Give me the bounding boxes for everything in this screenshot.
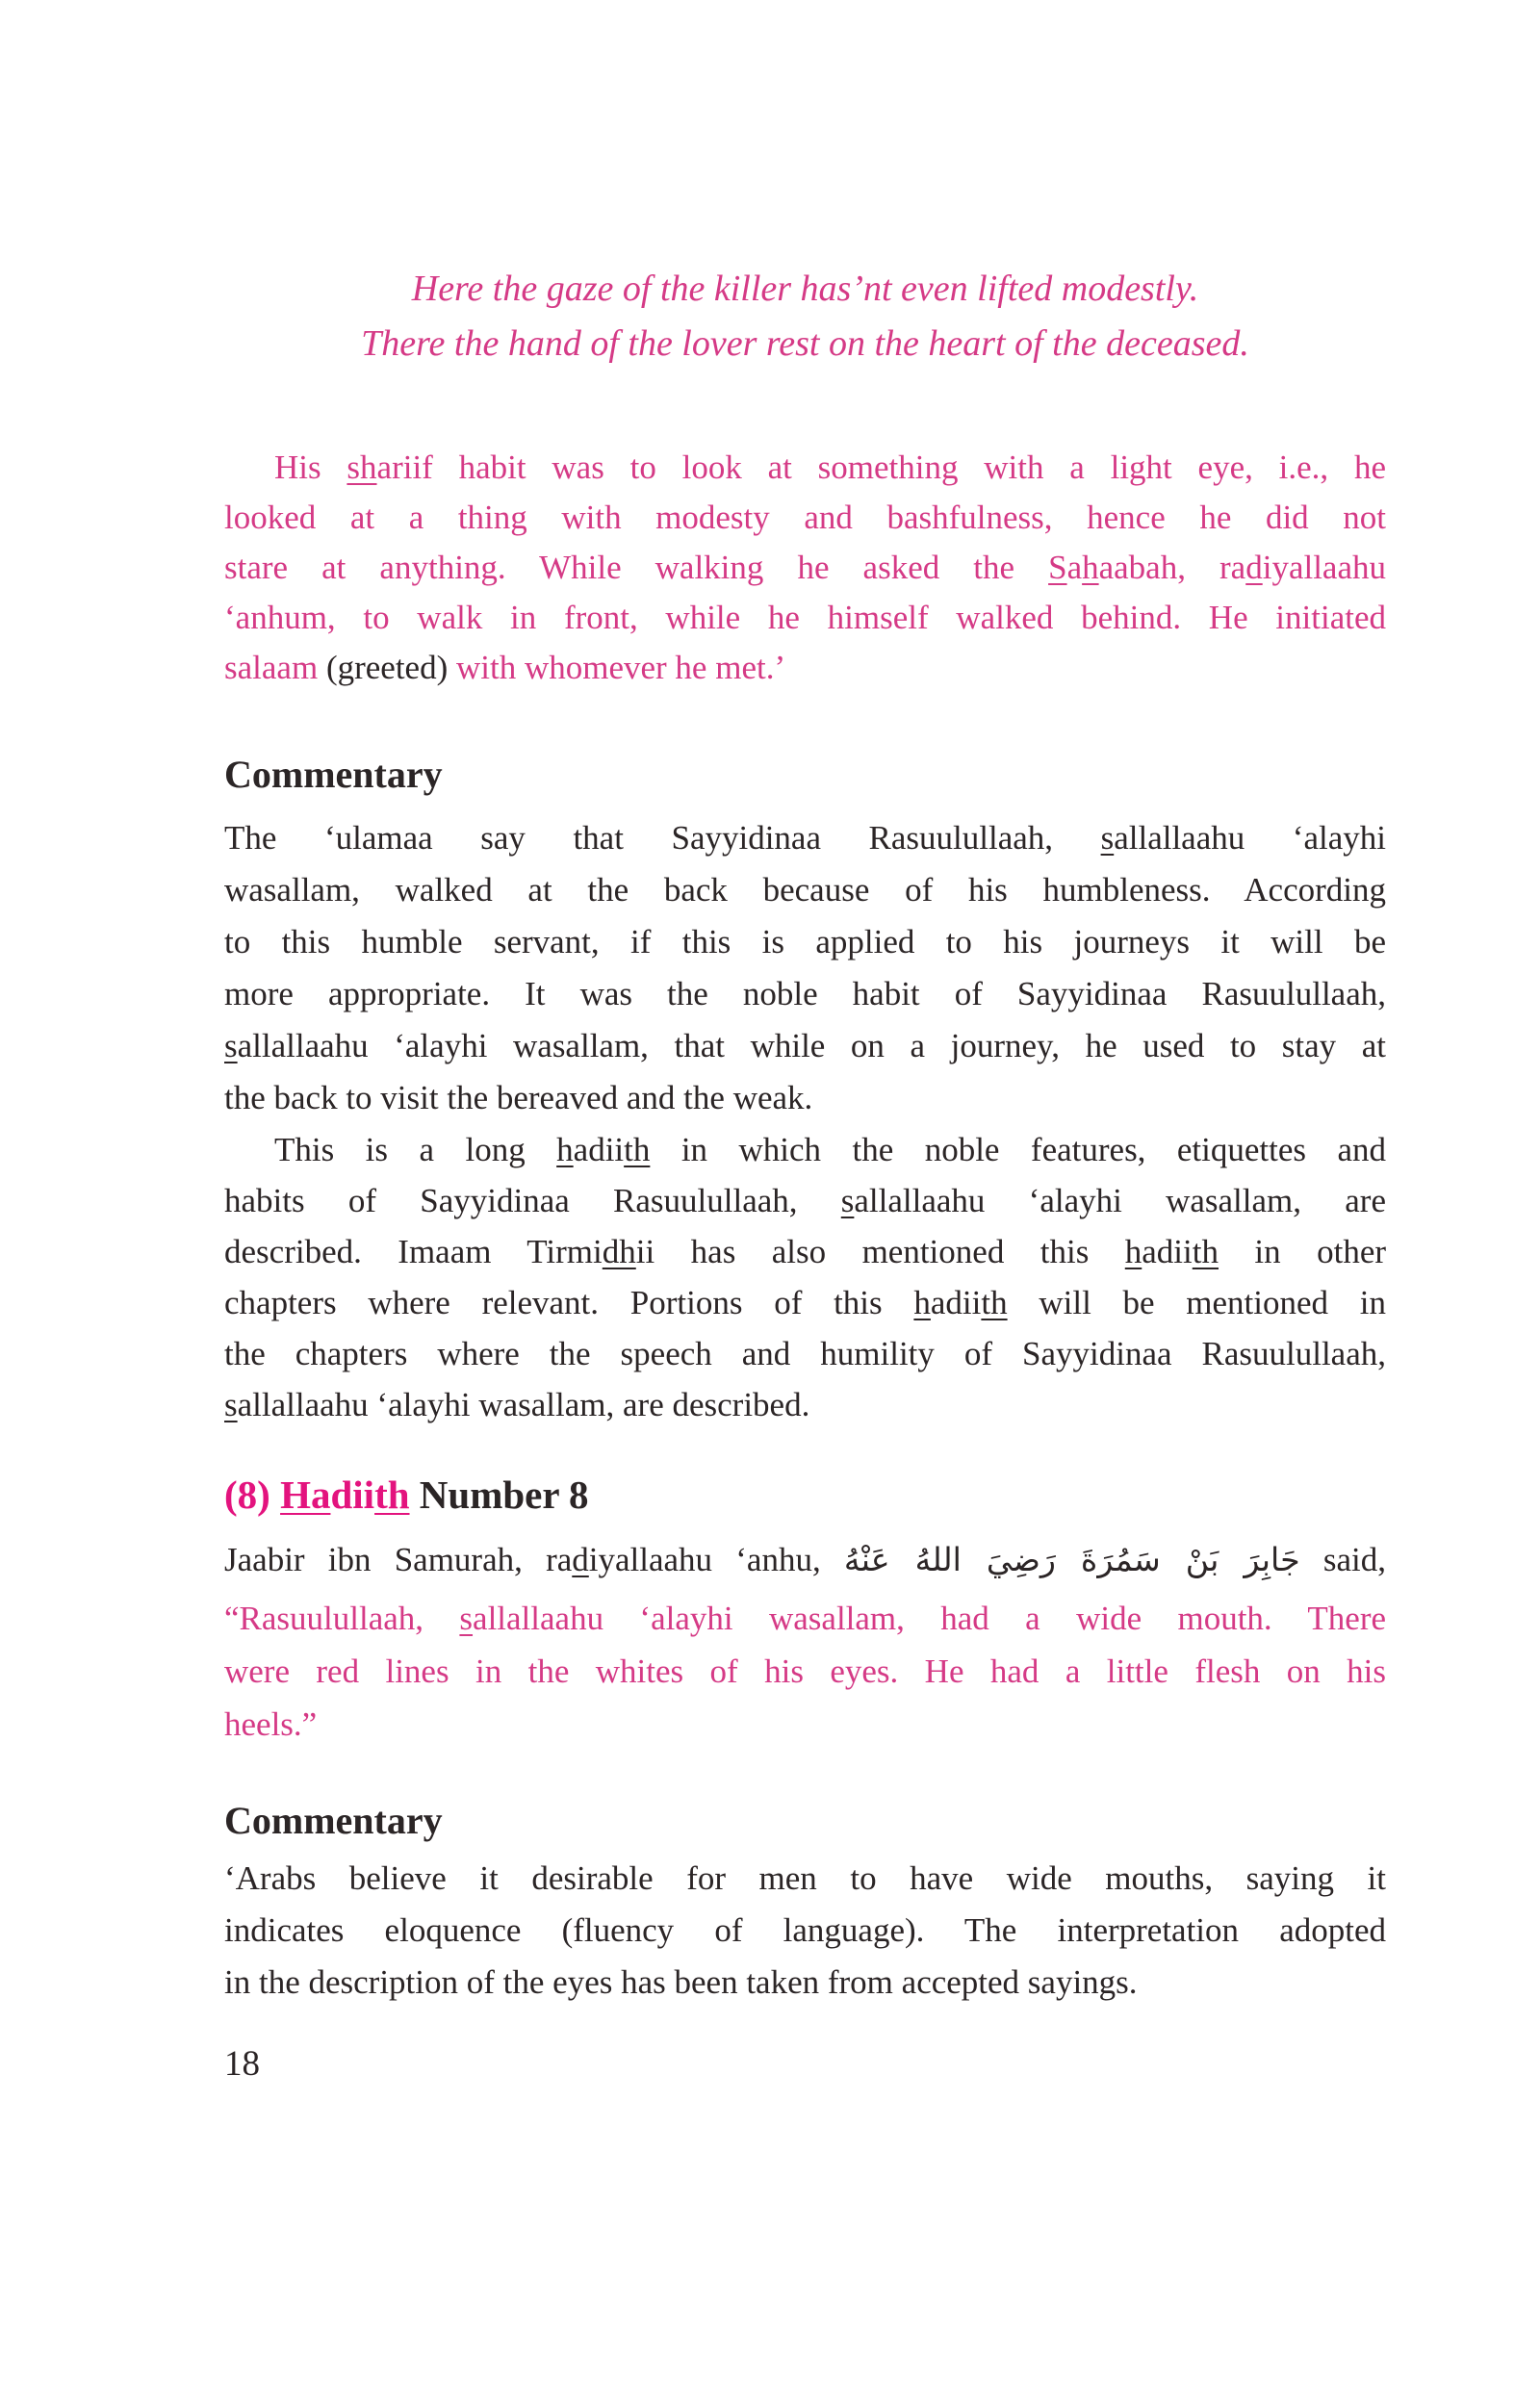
text-segment: h <box>1124 1233 1142 1270</box>
text-segment: ii has also mentioned this <box>635 1233 1125 1270</box>
text-segment: th <box>624 1131 651 1168</box>
hadith-7-quote-paragraph <box>224 443 1386 693</box>
couplet <box>224 262 1386 371</box>
text-segment: a <box>1066 549 1083 586</box>
text-line <box>224 1957 1386 2009</box>
text-line <box>224 1175 1386 1226</box>
text-segment: “Rasuulullaah, <box>224 1600 460 1637</box>
text-segment: dh <box>602 1233 636 1270</box>
text-segment: dii <box>330 1473 375 1517</box>
text-line <box>224 643 1386 693</box>
text-segment: Jaabir ibn Samurah, ra <box>224 1541 573 1578</box>
text-line: There the hand of the lover rest on the heart of the deceased. <box>361 323 1249 364</box>
text-segment: h <box>913 1284 931 1321</box>
page-content <box>224 0 1386 2086</box>
text-segment: salaam <box>224 649 326 686</box>
text-segment: th <box>1192 1233 1219 1270</box>
text-line <box>224 1528 1386 1592</box>
commentary-paragraph-2 <box>224 1124 1386 1430</box>
text-line <box>224 443 1386 493</box>
text-segment: d <box>1245 549 1263 586</box>
text-line <box>224 1277 1386 1328</box>
text-segment: with whomever he met.’ <box>448 649 786 686</box>
text-line <box>224 1328 1386 1379</box>
text-segment: ariif habit was to look at something with a light eye, i.e., he <box>376 448 1386 486</box>
text-segment: adii <box>930 1284 982 1321</box>
text-line <box>224 1020 1386 1072</box>
text-line <box>224 1379 1386 1430</box>
text-segment: more appropriate. It was the noble habit of Sayyidinaa Rasuulullaah, <box>224 975 1386 1012</box>
text-line <box>224 1592 1386 1645</box>
text-segment: chapters where relevant. Portions of this <box>224 1284 914 1321</box>
text-segment: s <box>840 1182 855 1219</box>
text-segment: h <box>1082 549 1099 586</box>
text-segment: His <box>274 448 347 486</box>
text-segment: in other <box>1218 1233 1387 1270</box>
text-segment: stare at anything. While walking he asked the <box>224 549 1049 586</box>
text-line <box>224 493 1386 543</box>
text-segment: in which the noble features, etiquettes and <box>650 1131 1386 1168</box>
arabic-phrase: جَابِرَ بَنْ سَمُرَةَ رَضِيَ اللهُ عَنْهُ <box>843 1541 1300 1578</box>
text-segment: s <box>459 1600 474 1637</box>
text-segment: were red lines in the whites of his eyes. He had a little flesh on his <box>224 1652 1386 1690</box>
text-segment: in the description of the eyes has been taken from accepted sayings. <box>224 1963 1138 2001</box>
commentary-paragraph-1 <box>224 812 1386 1124</box>
page-number: 18 <box>224 2044 260 2084</box>
text-segment: iyallaahu <box>1262 549 1386 586</box>
text-segment: s <box>224 1027 238 1064</box>
commentary-heading-1: Commentary <box>224 753 443 796</box>
text-segment: th <box>374 1473 410 1517</box>
text-segment: the chapters where the speech and humility of Sayyidinaa Rasuulullaah, <box>224 1335 1386 1372</box>
text-segment: ‘anhum, to walk in front, while he himself walked behind. He initiated <box>224 599 1386 636</box>
text-segment: indicates eloquence (fluency of language). The interpretation adopted <box>224 1911 1386 1949</box>
text-segment: S <box>1048 549 1067 586</box>
text-segment: heels.” <box>224 1705 318 1743</box>
text-segment: h <box>556 1131 574 1168</box>
text-segment: s <box>224 1386 238 1423</box>
text-line <box>224 864 1386 916</box>
text-line <box>224 1226 1386 1277</box>
text-segment: This is a long <box>274 1131 557 1168</box>
text-segment: ‘Arabs believe it desirable for men to have wide mouths, saying it <box>224 1859 1386 1897</box>
text-segment: sh <box>346 448 377 486</box>
text-segment: th <box>981 1284 1008 1321</box>
text-segment: wasallam, walked at the back because of his humbleness. According <box>224 871 1386 909</box>
hadith-8-text-paragraph <box>224 1528 1386 1751</box>
text-segment: (8) <box>224 1473 281 1517</box>
text-line: Here the gaze of the killer has’nt even lifted modestly. <box>411 269 1199 309</box>
text-segment: allallaahu ‘alayhi wasallam, are <box>854 1182 1386 1219</box>
text-segment: Ha <box>280 1473 331 1517</box>
text-segment: adii <box>1142 1233 1193 1270</box>
text-segment: allallaahu ‘alayhi <box>1114 819 1386 857</box>
hadith-8-heading <box>224 1469 1386 1521</box>
text-segment: will be mentioned in <box>1007 1284 1386 1321</box>
text-segment: Number 8 <box>409 1473 589 1517</box>
text-segment: allallaahu ‘alayhi wasallam, are described. <box>237 1386 810 1423</box>
text-segment: allallaahu ‘alayhi wasallam, had a wide mouth. There <box>473 1600 1387 1637</box>
text-segment: to this humble servant, if this is applied to his journeys it will be <box>224 923 1386 961</box>
text-segment: adii <box>573 1131 625 1168</box>
text-line <box>224 543 1386 593</box>
text-segment: described. Imaam Tirmi <box>224 1233 603 1270</box>
text-segment: the back to visit the bereaved and the weak. <box>224 1079 813 1116</box>
text-segment: looked at a thing with modesty and bashfulness, hence he did not <box>224 499 1386 536</box>
text-segment: aabah, ra <box>1098 549 1246 586</box>
text-line <box>224 1072 1386 1124</box>
text-line <box>224 1853 1386 1905</box>
text-segment: said, <box>1299 1541 1387 1578</box>
text-line <box>224 812 1386 864</box>
text-line <box>224 968 1386 1020</box>
text-segment: habits of Sayyidinaa Rasuulullaah, <box>224 1182 841 1219</box>
text-line <box>224 1905 1386 1957</box>
text-segment: The ‘ulamaa say that Sayyidinaa Rasuulullaah, <box>224 819 1101 857</box>
text-line <box>224 916 1386 968</box>
text-segment: d <box>572 1541 589 1578</box>
text-line <box>224 593 1386 643</box>
text-line <box>224 1124 1386 1175</box>
text-line <box>224 1698 1386 1751</box>
text-segment: allallaahu ‘alayhi wasallam, that while on a journey, he used to stay at <box>237 1027 1386 1064</box>
text-segment: (greeted) <box>325 649 449 686</box>
text-line <box>224 1645 1386 1698</box>
commentary-heading-2: Commentary <box>224 1799 443 1842</box>
commentary-paragraph-3 <box>224 1853 1386 2009</box>
text-segment: iyallaahu ‘anhu, <box>588 1541 844 1578</box>
text-segment: s <box>1100 819 1115 857</box>
text-line <box>224 1469 1386 1521</box>
